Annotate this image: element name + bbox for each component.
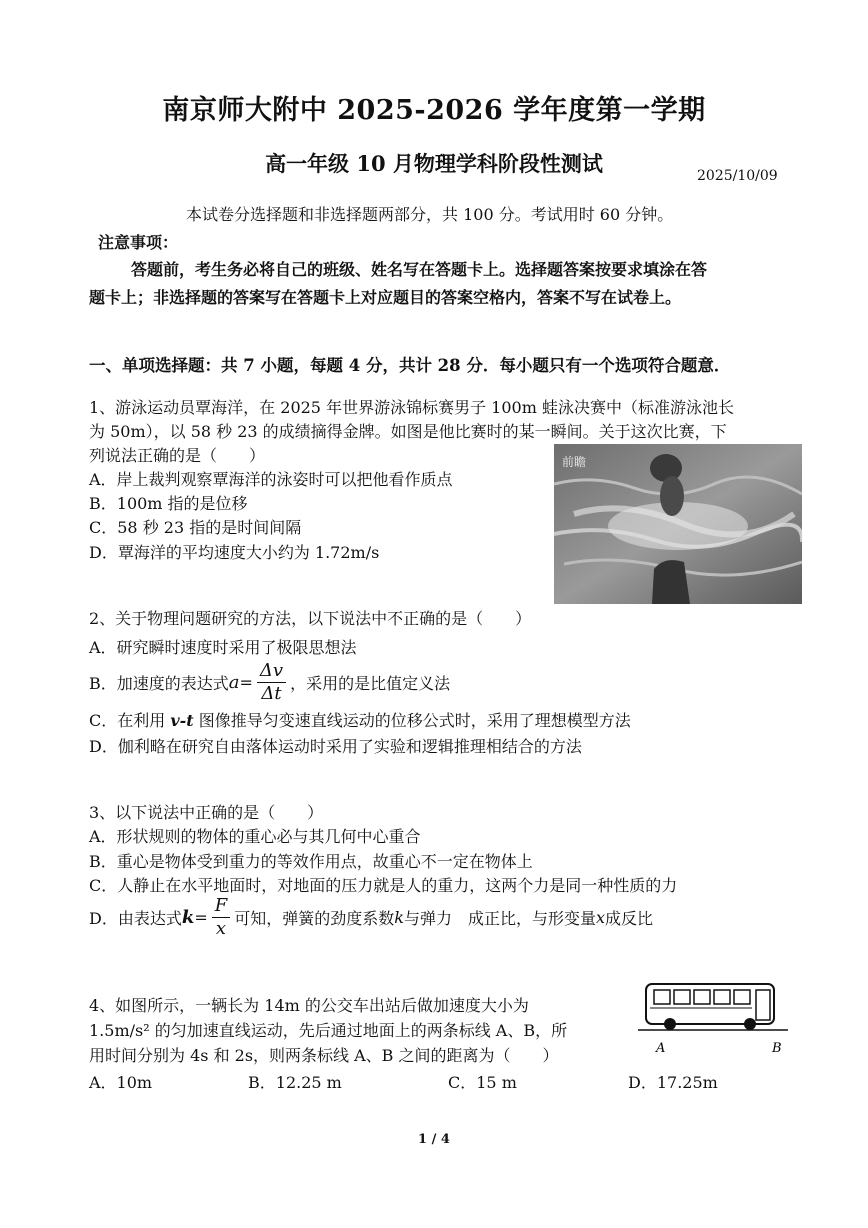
photo-caption: 前瞻 <box>562 455 587 469</box>
q2-formula-denominator: Δt <box>261 683 282 704</box>
q1-stem-2: 为 50m），以 58 秒 23 的成绩摘得金牌。如图是他比赛时的某一瞬间。关于这次比赛，下 <box>89 422 727 441</box>
bus-diagram <box>638 980 788 1060</box>
q2-option-d: D．伽利略在研究自由落体运动时采用了实验和逻辑推理相结合的方法 <box>89 737 582 756</box>
q2-option-b-prefix: B．加速度的表达式 <box>89 674 229 693</box>
q1-stem-1: 1、游泳运动员覃海洋，在 2025 年世界游泳锦标赛男子 100m 蛙泳决赛中（标准游泳池长 <box>89 398 734 417</box>
q3-formula-eq: = <box>194 908 208 927</box>
q3-option-d-mid1: 可知，弹簧的劲度系数 <box>234 909 395 928</box>
q1-option-c: C．58 秒 23 指的是时间间隔 <box>89 518 302 537</box>
q4-stem-2: 1.5m/s² 的匀加速直线运动，先后通过地面上的两条标线 A、B，所 <box>89 1021 568 1040</box>
q4-option-d: D．17.25m <box>628 1073 718 1092</box>
q3-option-d-x: x <box>595 908 605 927</box>
q2-option-a: A．研究瞬时速度时采用了极限思想法 <box>89 638 357 657</box>
q2-option-c <box>89 708 631 731</box>
q4-stem-1: 4、如图所示，一辆长为 14m 的公交车出站后做加速度大小为 <box>89 996 529 1015</box>
bus-label-b: B <box>772 1041 782 1056</box>
q4-option-c: C．15 m <box>448 1073 517 1092</box>
q2-formula-eq: = <box>239 673 253 692</box>
notice-label: 注意事项： <box>98 233 179 252</box>
q2-formula-var: a <box>228 672 240 693</box>
intro-text: 本试卷分选择题和非选择题两部分，共 100 分。考试用时 60 分钟。 <box>186 205 674 224</box>
q3-option-d-k: k <box>394 908 404 927</box>
q2-option-c-suffix: 图像推导匀变速直线运动的位移公式时，采用了理想模型方法 <box>193 711 631 730</box>
exam-date: 2025/10/09 <box>697 168 778 184</box>
q3-formula-fraction <box>212 895 231 940</box>
swimmer-photo <box>554 444 802 604</box>
q2-option-b-suffix: ，采用的是比值定义法 <box>290 674 451 693</box>
notice-line-2: 题卡上；非选择题的答案写在答题卡上对应题目的答案空格内，答案不写在试卷上。 <box>89 288 682 307</box>
exam-title: 南京师大附中 2025-2026 学年度第一学期 <box>162 95 706 126</box>
page-number: 1 / 4 <box>418 1132 450 1147</box>
section-heading: 一、单项选择题：共 7 小题，每题 4 分，共计 28 分．每小题只有一个选项符合题意． <box>89 356 731 375</box>
q4-stem-3: 用时间分别为 4s 和 2s，则两条标线 A、B 之间的距离为（ ） <box>89 1046 559 1065</box>
q1-stem-3: 列说法正确的是（ ） <box>89 446 266 465</box>
q2-option-c-var: v-t <box>170 711 194 730</box>
q1-option-b: B．100m 指的是位移 <box>89 494 248 513</box>
q3-option-d <box>89 895 653 940</box>
q4-option-a: A．10m <box>89 1073 153 1092</box>
q1-option-a: A．岸上裁判观察覃海洋的泳姿时可以把他看作质点 <box>89 470 453 489</box>
exam-subtitle: 高一年级 10 月物理学科阶段性测试 <box>265 151 603 176</box>
q3-formula-denominator: x <box>215 918 227 939</box>
q2-stem: 2、关于物理问题研究的方法，以下说法中不正确的是（ ） <box>89 609 532 628</box>
q4-option-b: B．12.25 m <box>248 1073 342 1092</box>
q3-formula-numerator: F <box>212 895 231 918</box>
q3-formula-var: k <box>181 907 195 928</box>
q3-option-b: B．重心是物体受到重力的等效作用点，故重心不一定在物体上 <box>89 852 533 871</box>
q3-option-d-mid2: 与弹力 成正比，与形变量 <box>403 909 596 928</box>
q3-option-a: A．形状规则的物体的重心必与其几何中心重合 <box>89 827 421 846</box>
q2-option-b <box>89 660 450 705</box>
q3-option-d-suffix: 成反比 <box>605 909 654 928</box>
notice-line-1: 答题前，考生务必将自己的班级、姓名写在答题卡上。选择题答案按要求填涂在答 <box>131 260 708 279</box>
q3-stem: 3、以下说法中正确的是（ ） <box>89 803 324 822</box>
q1-option-d: D．覃海洋的平均速度大小约为 1.72m/s <box>89 543 380 562</box>
q3-option-c: C．人静止在水平地面时，对地面的压力就是人的重力，这两个力是同一种性质的力 <box>89 876 678 895</box>
q2-option-c-prefix: C．在利用 <box>89 711 171 730</box>
bus-label-a: A <box>656 1041 666 1056</box>
q2-formula-numerator: Δv <box>257 660 286 683</box>
q2-formula-fraction <box>257 660 286 705</box>
q3-option-d-prefix: D．由表达式 <box>89 909 182 928</box>
